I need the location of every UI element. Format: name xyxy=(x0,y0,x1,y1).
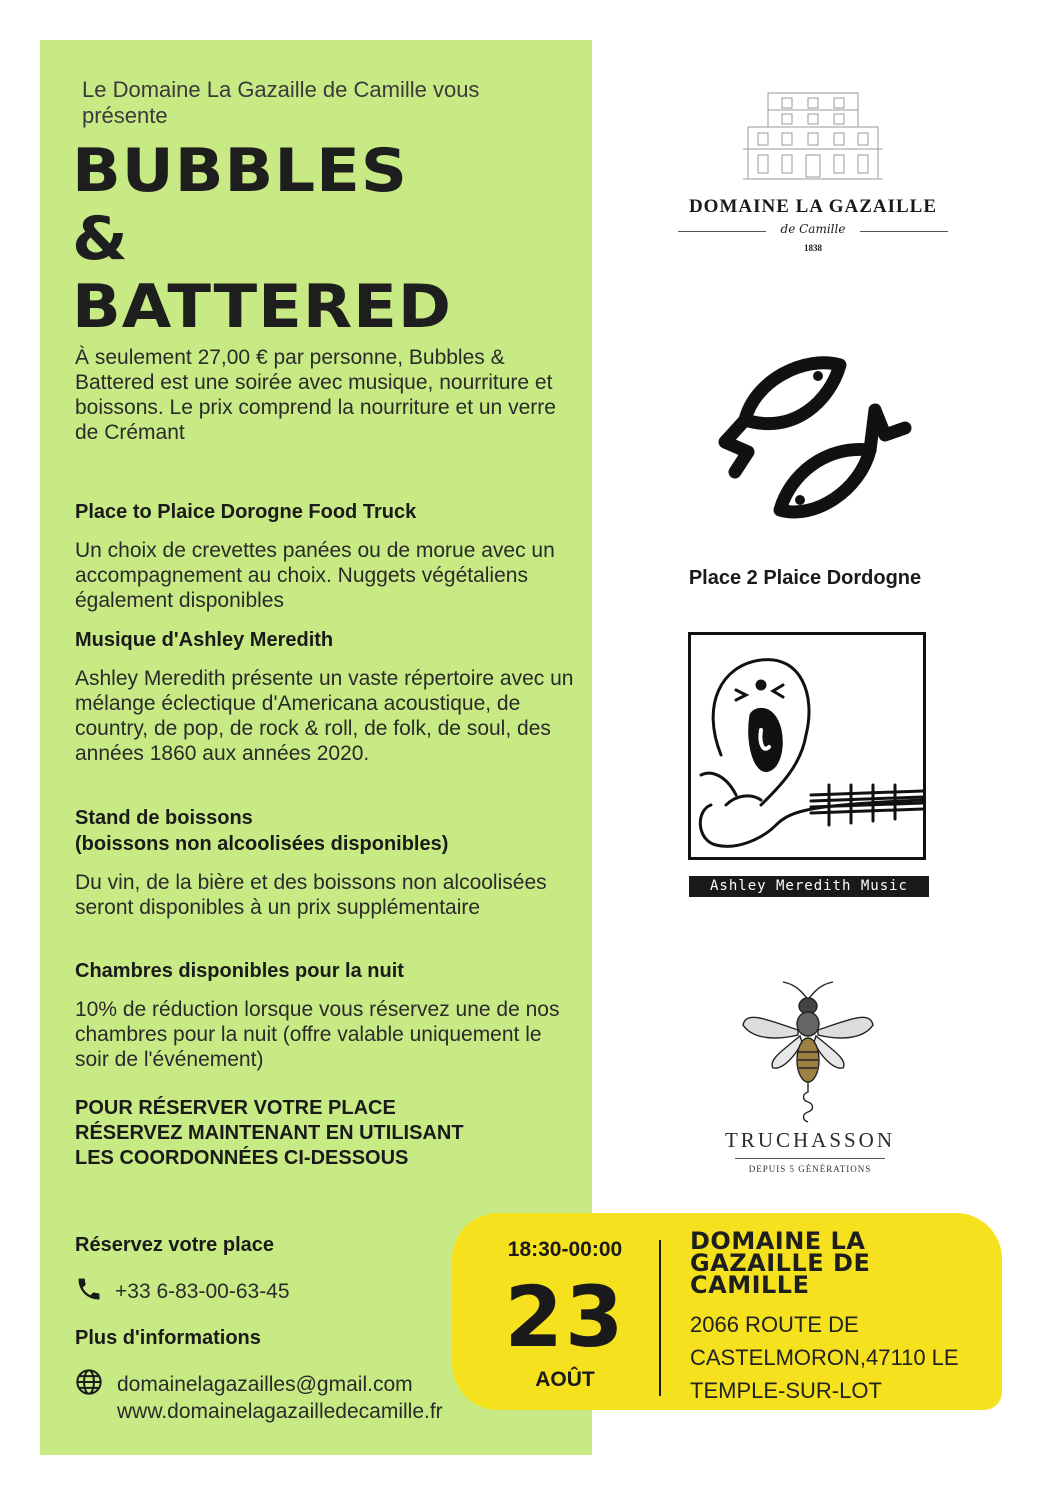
intro-text: Le Domaine La Gazaille de Camille vous présente xyxy=(82,77,480,128)
section-heading-rooms: Chambres disponibles pour la nuit xyxy=(75,960,404,982)
divider xyxy=(678,231,766,232)
section-text-drinks: Du vin, de la bière et des boissons non alcoolisées seront disponibles à un prix supplémentaire xyxy=(75,871,547,919)
section-heading-music: Musique d'Ashley Meredith xyxy=(75,629,334,651)
music-caption: Ashley Meredith Music xyxy=(689,876,929,897)
divider xyxy=(735,1158,885,1159)
address-line: TEMPLE-SUR-LOT xyxy=(690,1378,882,1403)
title-line-1: BUBBLES xyxy=(72,137,408,207)
section-heading-food: Place to Plaice Dorogne Food Truck xyxy=(75,501,417,523)
venue-address xyxy=(690,1308,990,1407)
section-heading-drinks: Stand de boissons (boissons non alcoolisées disponibles) xyxy=(75,807,449,855)
address-line: 2066 ROUTE DE xyxy=(690,1312,859,1337)
phone-number[interactable]: +33 6-83-00-63-45 xyxy=(115,1280,290,1303)
domaine-building-icon xyxy=(738,85,888,190)
event-description: À seulement 27,00 € par personne, Bubbles & Battered est une soirée avec musique, nourriture et boissons. Le prix comprend la nourriture et un verre de Crémant xyxy=(75,346,556,444)
address-line: CASTELMORON,47110 LE xyxy=(690,1345,959,1370)
title-line-2: & xyxy=(72,205,129,275)
reserve-label: Réservez votre place xyxy=(75,1234,275,1256)
divider xyxy=(860,231,948,232)
domaine-logo-script: de Camille xyxy=(780,222,846,236)
event-title xyxy=(72,137,592,344)
food-truck-caption: Place 2 Plaice Dordogne xyxy=(688,567,922,589)
domaine-logo-script-row xyxy=(678,222,948,242)
domaine-logo-year: 1838 xyxy=(804,243,822,253)
email-row xyxy=(75,1368,413,1402)
globe-icon xyxy=(75,1368,117,1402)
event-day: 23 xyxy=(504,1268,626,1366)
booking-call-to-action: POUR RÉSERVER VOTRE PLACE RÉSERVEZ MAINTENANT EN UTILISANT LES COORDONNÉES CI-DESSOUS xyxy=(75,1097,464,1169)
title-line-3: BATTERED xyxy=(72,273,452,343)
section-text-music: Ashley Meredith présente un vaste répertoire avec un mélange éclectique d'Americana acoustique, de country, de pop, de rock & roll, de folk, de soul, des années 1860 aux années 2020. xyxy=(75,667,574,765)
truchasson-logo-tagline: DEPUIS 5 GÉNÉRATIONS xyxy=(748,1164,872,1174)
phone-icon xyxy=(75,1275,115,1309)
section-text-rooms: 10% de réduction lorsque vous réservez une de nos chambres pour la nuit (offre valable uniquement le soir de l'événement) xyxy=(75,998,560,1071)
domaine-logo-name: DOMAINE LA GAZAILLE xyxy=(688,196,938,217)
venue-name: DOMAINE LA GAZAILLE DE CAMILLE xyxy=(690,1227,871,1299)
info-label: Plus d'informations xyxy=(75,1327,261,1349)
fish-icon xyxy=(700,340,915,545)
singer-image xyxy=(688,632,926,860)
event-month: AOÛT xyxy=(535,1368,595,1391)
bee-icon xyxy=(738,980,878,1135)
section-text-food: Un choix de crevettes panées ou de morue avec un accompagnement au choix. Nuggets végétaliens également disponibles xyxy=(75,539,555,612)
website-link[interactable]: www.domainelagazailledecamille.fr xyxy=(117,1400,443,1423)
divider xyxy=(659,1240,661,1396)
truchasson-logo-name: TRUCHASSON xyxy=(724,1128,896,1152)
phone-row xyxy=(75,1275,290,1309)
email-link[interactable]: domainelagazailles@gmail.com xyxy=(117,1373,413,1396)
event-time: 18:30-00:00 xyxy=(507,1238,623,1261)
